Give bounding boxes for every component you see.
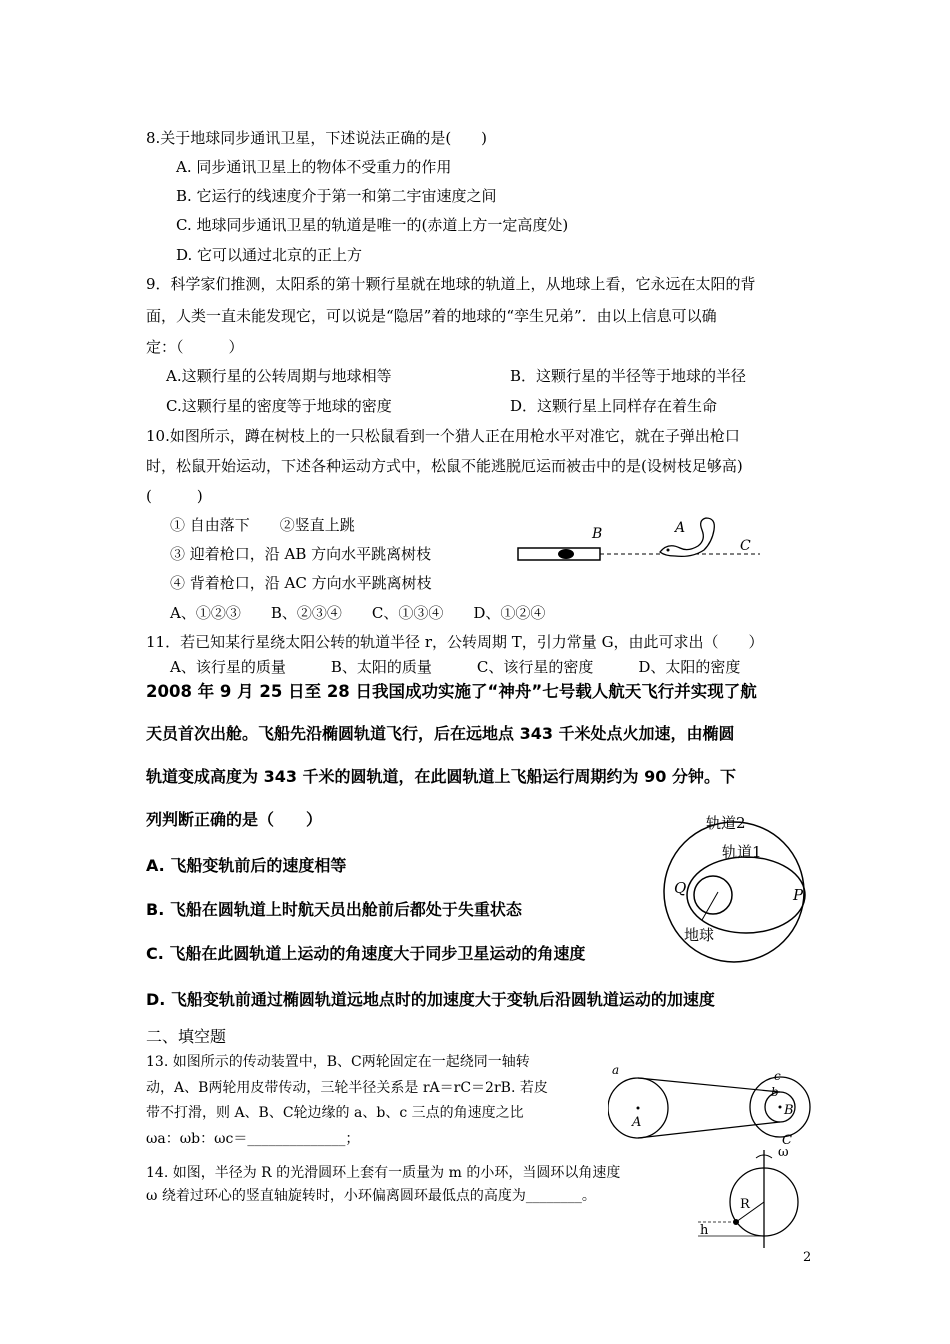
q8-stem: 8.关于地球同步通讯卫星，下述说法正确的是( ) — [146, 129, 488, 147]
point-q-label: Q — [674, 879, 687, 897]
q9-line-3: 定：（ ） — [146, 338, 244, 356]
q13-line-4: ωa：ωb：ωc＝______________； — [146, 1131, 360, 1147]
q12-line-3: 轨道变成高度为 343 千米的圆轨道，在此圆轨道上飞船运行周期约为 90 分钟。下 — [146, 767, 736, 786]
q11-stem: 11．若已知某行星绕太阳公转的轨道半径 r，公转周期 T，引力常量 G，由此可求出（ ） — [146, 633, 764, 651]
q9-option-a: A.这颗行星的公转周期与地球相等 — [166, 367, 392, 385]
q12-line-4: 列判断正确的是（ ） — [146, 810, 323, 829]
q10-option-4: ④ 背着枪口，沿 AC 方向水平跳离树枝 — [170, 574, 432, 592]
q8-option-b: B. 它运行的线速度介于第一和第二宇宙速度之间 — [176, 187, 497, 205]
radius-label: R — [740, 1197, 750, 1212]
label-a: A — [675, 520, 686, 536]
q12-option-b: B. 飞船在圆轨道上时航天员出舱前后都处于失重状态 — [146, 900, 522, 919]
q9-line-2: 面，人类一直未能发现它，可以说是“隐居”着的地球的“孪生兄弟”．由以上信息可以确 — [146, 307, 717, 325]
q12-option-a: A. 飞船变轨前后的速度相等 — [146, 856, 347, 875]
label-c: C — [740, 538, 751, 554]
q12-option-c: C. 飞船在此圆轨道上运动的角速度大于同步卫星运动的角速度 — [146, 944, 586, 963]
q9-option-d: D．这颗行星上同样存在着生命 — [510, 397, 718, 415]
q12-option-d: D. 飞船变轨前通过椭圆轨道远地点时的加速度大于变轨后沿圆轨道运动的加速度 — [146, 990, 715, 1009]
label-c-point: c — [774, 1069, 781, 1083]
q13-line-1: 13. 如图所示的传动装置中，B、C两轮固定在一起绕同一轴转 — [146, 1054, 530, 1070]
q9-option-c: C.这颗行星的密度等于地球的密度 — [166, 397, 392, 415]
orbit-1-ellipse — [687, 857, 805, 933]
label-c-wheel: C — [782, 1133, 792, 1146]
q10-line-1: 10.如图所示，蹲在树枝上的一只松鼠看到一个猎人正在用枪水平对准它，就在子弹出枪口 — [146, 427, 740, 445]
section-2-title: 二、填空题 — [146, 1027, 227, 1046]
q8-option-a: A. 同步通讯卫星上的物体不受重力的作用 — [176, 158, 452, 176]
q10-choices: A、①②③ B、②③④ C、①③④ D、①②④ — [170, 604, 546, 622]
orbit-2-label: 轨道2 — [706, 814, 746, 832]
height-label: h — [700, 1223, 709, 1238]
label-b-point: b — [771, 1085, 779, 1099]
orbit-1-label: 轨道1 — [722, 843, 762, 861]
q10-line-3: ( ) — [146, 487, 203, 505]
q13-line-3: 带不打滑，则 A、B、C轮边缘的 a、b、c 三点的角速度之比 — [146, 1105, 524, 1121]
pulley-figure — [608, 1064, 823, 1146]
q8-option-d: D. 它可以通过北京的正上方 — [176, 246, 363, 264]
squirrel-figure — [510, 512, 780, 570]
label-a-wheel: A — [632, 1115, 642, 1130]
label-b: B — [592, 526, 603, 542]
q10-line-2: 时，松鼠开始运动，下述各种运动方式中，松鼠不能逃脱厄运而被击中的是(设树枝足够高) — [146, 457, 743, 475]
page-number: 2 — [803, 1250, 812, 1265]
label-a-point: a — [612, 1064, 620, 1077]
label-b-wheel: B — [784, 1103, 794, 1118]
q9-line-1: 9．科学家们推测，太阳系的第十颗行星就在地球的轨道上，从地球上看，它永远在太阳的背 — [146, 275, 756, 293]
earth-label: 地球 — [684, 926, 715, 944]
q13-line-2: 动，A、B两轮用皮带传动，三轮半径关系是 rA＝rC＝2rB. 若皮 — [146, 1080, 548, 1096]
omega-label: ω — [778, 1145, 789, 1160]
q12-line-2: 天员首次出舱。飞船先沿椭圆轨道飞行，后在远地点 343 千米处点火加速，由椭圆 — [146, 724, 735, 743]
q14-line-2: ω 绕着过环心的竖直轴旋转时，小环偏离圆环最低点的高度为________。 — [146, 1188, 596, 1204]
q9-option-b: B．这颗行星的半径等于地球的半径 — [510, 367, 747, 385]
q8-option-c: C. 地球同步通讯卫星的轨道是唯一的(赤道上方一定高度处) — [176, 216, 569, 234]
ring-figure — [688, 1144, 818, 1252]
q11-choices: A、该行星的质量 B、太阳的质量 C、该行星的密度 D、太阳的密度 — [170, 658, 741, 676]
point-p-label: P — [793, 886, 804, 904]
orbit-figure — [650, 808, 820, 968]
q12-line-1: 2008 年 9 月 25 日至 28 日我国成功实施了“神舟”七号载人航天飞行并实现了航 — [146, 682, 757, 701]
q10-option-3: ③ 迎着枪口，沿 AB 方向水平跳离树枝 — [170, 545, 432, 563]
bullet — [558, 549, 574, 559]
q14-line-1: 14. 如图，半径为 R 的光滑圆环上套有一质量为 m 的小环，当圆环以角速度 — [146, 1165, 621, 1181]
earth-circle — [694, 876, 732, 914]
q10-options-1-2: ① 自由落下 ②竖直上跳 — [170, 516, 355, 534]
